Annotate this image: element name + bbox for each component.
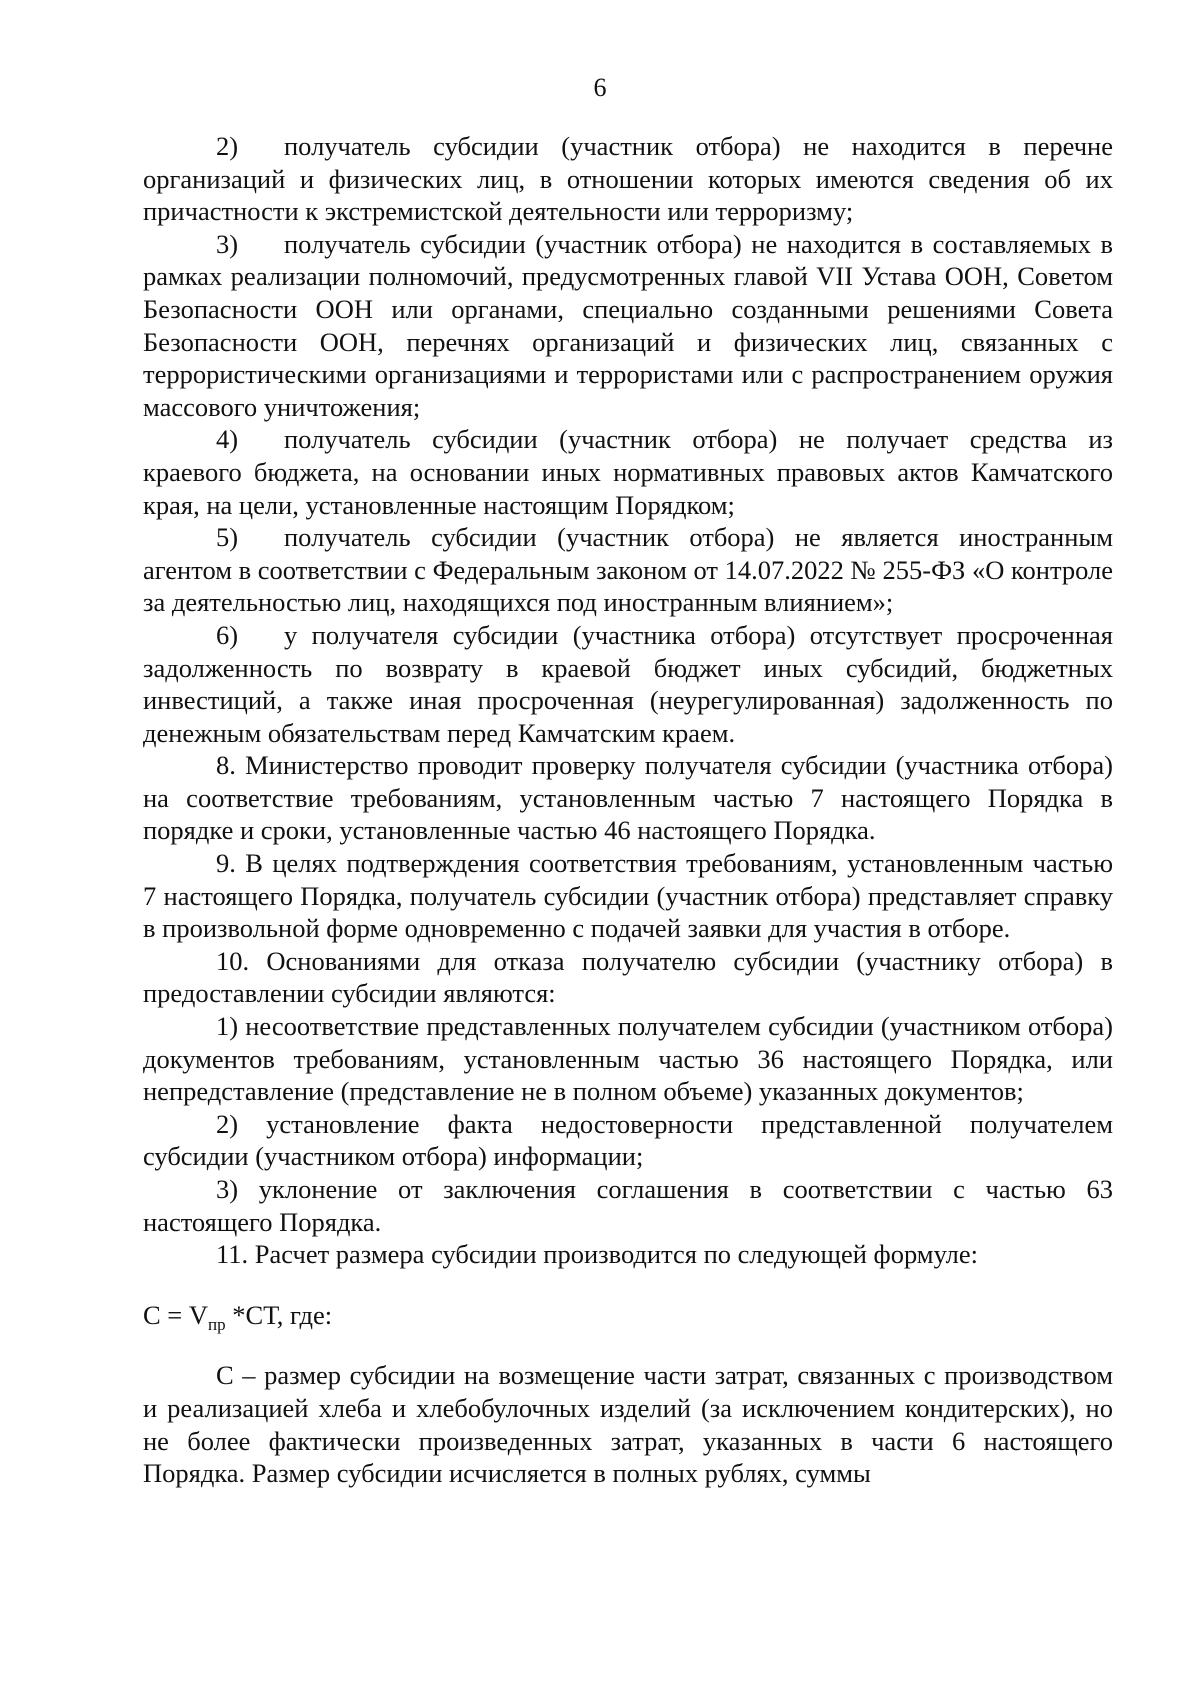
list-item-number: 6)	[216, 619, 239, 650]
list-item-text: получатель субсидии (участник отбора) не находится в перечне организаций и физических лиц, в отношении которых имеются сведения об их причастности к экстремистской деятельности или терроризму;	[143, 131, 1113, 227]
list-item	[143, 228, 1113, 424]
paragraph-10-item-1: 1) несоответствие представленных получателем субсидии (участником отбора) документов требованиям, установленным частью 36 настоящего Порядка, или непредставление (представление не в полном объеме) указанных документов;	[143, 1011, 1113, 1107]
list-item-text: получатель субсидии (участник отбора) не является иностранным агентом в соответствии с Федеральным законом от 14.07.2022 № 255-ФЗ «О контроле за деятельностью лиц, находящихся под иностранным влиянием»;	[143, 522, 1113, 618]
formula-rhs: *СТ, где:	[225, 1299, 333, 1330]
list-item	[143, 130, 1113, 228]
list-item-number: 3)	[216, 228, 239, 259]
list-item	[143, 521, 1113, 619]
list-item-number: 4)	[216, 424, 239, 455]
formula	[143, 1299, 1113, 1332]
paragraph-10-item-2: 2) установление факта недостоверности представленной получателем субсидии (участником отбора) информации;	[143, 1108, 1113, 1172]
definition-paragraph: С – размер субсидии на возмещение части затрат, связанных с производством и реализацией хлеба и хлебобулочных изделий (за исключением кондитерских), но не более фактически произведенных затрат, указанных в части 6 настоящего Порядка. Размер субсидии исчисляется в полных рублях, суммы	[143, 1360, 1113, 1489]
paragraph-10: 10. Основаниями для отказа получателю субсидии (участнику отбора) в предоставлении субсидии являются:	[143, 945, 1113, 1009]
list-item-number: 2)	[216, 131, 239, 161]
paragraph-10-item-3: 3) уклонение от заключения соглашения в соответствии с частью 63 настоящего Порядка.	[143, 1174, 1113, 1237]
document-body	[143, 130, 1113, 1490]
list-item-text: у получателя субсидии (участника отбора) отсутствует просроченная задолженность по возврату в краевой бюджет иных субсидий, бюджетных инвестиций, а также иная просроченная (неурегулированная) задолженность по денежным обязательствам перед Камчатским краем.	[143, 619, 1113, 748]
paragraph-8: 8. Министерство проводит проверку получателя субсидии (участника отбора) на соответствие требованиям, установленным частью 7 настоящего Порядка в порядке и сроки, установленные частью 46 настоящего Порядка.	[143, 750, 1113, 846]
formula-lhs: С = V	[143, 1299, 209, 1330]
list-item	[143, 423, 1113, 521]
list-item-text: получатель субсидии (участник отбора) не получает средства из краевого бюджета, на основании иных нормативных правовых актов Камчатского края, на цели, установленные настоящим Порядком;	[143, 424, 1113, 520]
formula-subscript: пр	[208, 1314, 226, 1334]
list-item-text: получатель субсидии (участник отбора) не находится в составляемых в рамках реализации полномочий, предусмотренных главой VII Устава ООН, Советом Безопасности ООН или органами, специально созданными решениями Совета Безопасности ООН, перечнях организаций и физических лиц, связанных с террористическими организациями и террористами или с распространением оружия массового уничтожения;	[143, 228, 1113, 422]
list-item-number: 5)	[216, 522, 239, 553]
page-number: 6	[593, 73, 607, 102]
list-item	[143, 619, 1113, 749]
paragraph-9: 9. В целях подтверждения соответствия требованиям, установленным частью 7 настоящего Порядка, получатель субсидии (участник отбора) представляет справку в произвольной форме одновременно с подачей заявки для участия в отборе.	[143, 848, 1113, 944]
paragraph-11: 11. Расчет размера субсидии производится по следующей формуле:	[216, 1239, 979, 1270]
